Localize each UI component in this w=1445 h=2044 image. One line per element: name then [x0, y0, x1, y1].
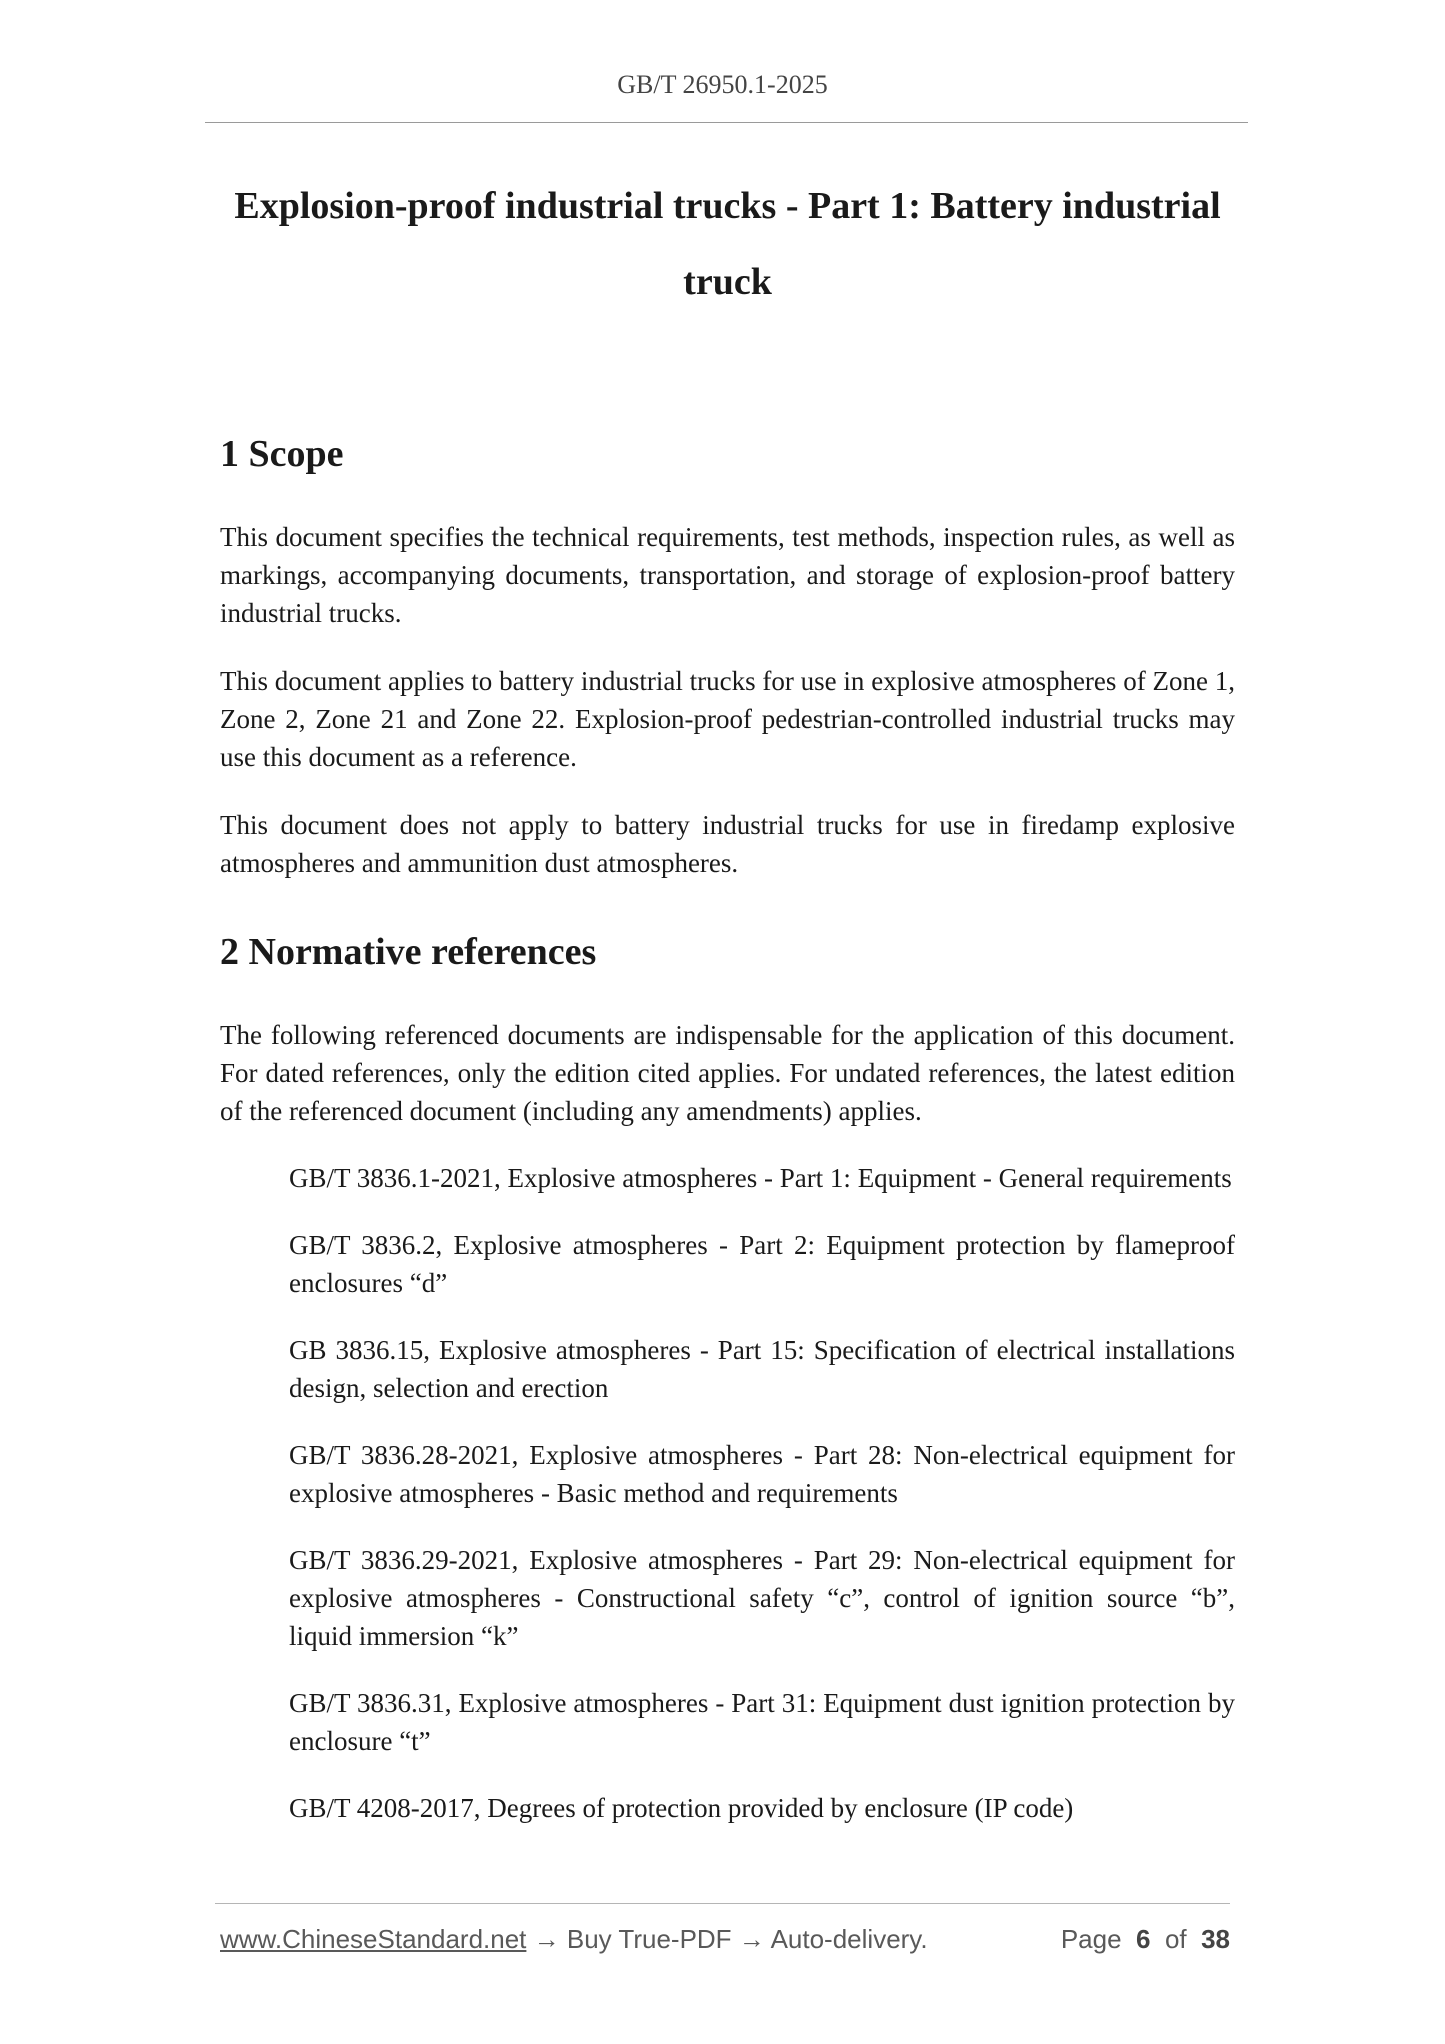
page-label: Page: [1060, 1924, 1122, 1954]
footer-divider: [215, 1903, 1230, 1904]
normative-references-intro: The following referenced documents are indispensable for the application of this document. For dated references, only the edition cited applies. For undated references, the latest edition of the referenced document (including any amendments) applies.: [220, 1020, 1235, 1126]
reference-list: [220, 1159, 1235, 1827]
document-title: Explosion-proof industrial trucks - Part 1: Battery industrial truck: [234, 185, 1221, 303]
section-heading-normative-references: 2 Normative references: [220, 931, 597, 973]
scope-paragraph: This document does not apply to battery industrial trucks for use in firedamp explosive atmospheres and ammunition dust atmospheres.: [220, 810, 1235, 878]
page-content: [220, 168, 1235, 1827]
page-indicator: [1061, 1924, 1230, 1955]
website-link[interactable]: www.ChineseStandard.net: [220, 1924, 527, 1954]
header-divider: [205, 122, 1248, 123]
reference-item: GB 3836.15, Explosive atmospheres - Part 15: Specification of electrical installations design, selection and erection: [289, 1335, 1235, 1403]
reference-item: GB/T 3836.29-2021, Explosive atmospheres - Part 29: Non-electrical equipment for explosive atmospheres - Constructional safety “c”, control of ignition source “b”, liquid immersion “k”: [289, 1545, 1235, 1651]
reference-item: GB/T 3836.28-2021, Explosive atmospheres - Part 28: Non-electrical equipment for explosive atmospheres - Basic method and requirements: [289, 1440, 1235, 1508]
reference-item: GB/T 3836.1-2021, Explosive atmospheres - Part 1: Equipment - General requirements: [289, 1163, 1232, 1193]
header-standard-code: GB/T 26950.1-2025: [617, 70, 828, 99]
reference-item: GB/T 4208-2017, Degrees of protection provided by enclosure (IP code): [289, 1793, 1074, 1823]
total-pages: 38: [1201, 1924, 1230, 1954]
footer-tagline: → Buy True-PDF → Auto-delivery.: [526, 1924, 928, 1954]
scope-body: [220, 518, 1235, 882]
reference-item: GB/T 3836.2, Explosive atmospheres - Part 2: Equipment protection by flameproof enclosures “d”: [289, 1230, 1235, 1298]
page-number: 6: [1136, 1924, 1151, 1954]
section-heading-scope: 1 Scope: [220, 433, 344, 475]
of-label: of: [1164, 1924, 1187, 1954]
scope-paragraph: This document specifies the technical requirements, test methods, inspection rules, as well as markings, accompanying documents, transportation, and storage of explosion-proof battery industrial trucks.: [220, 522, 1235, 628]
scope-paragraph: This document applies to battery industrial trucks for use in explosive atmospheres of Zone 1, Zone 2, Zone 21 and Zone 22. Explosion-proof pedestrian-controlled industrial trucks may use this document as a reference.: [220, 666, 1235, 772]
footer-promo: [220, 1924, 928, 1955]
reference-item: GB/T 3836.31, Explosive atmospheres - Part 31: Equipment dust ignition protection by enclosure “t”: [289, 1688, 1235, 1756]
